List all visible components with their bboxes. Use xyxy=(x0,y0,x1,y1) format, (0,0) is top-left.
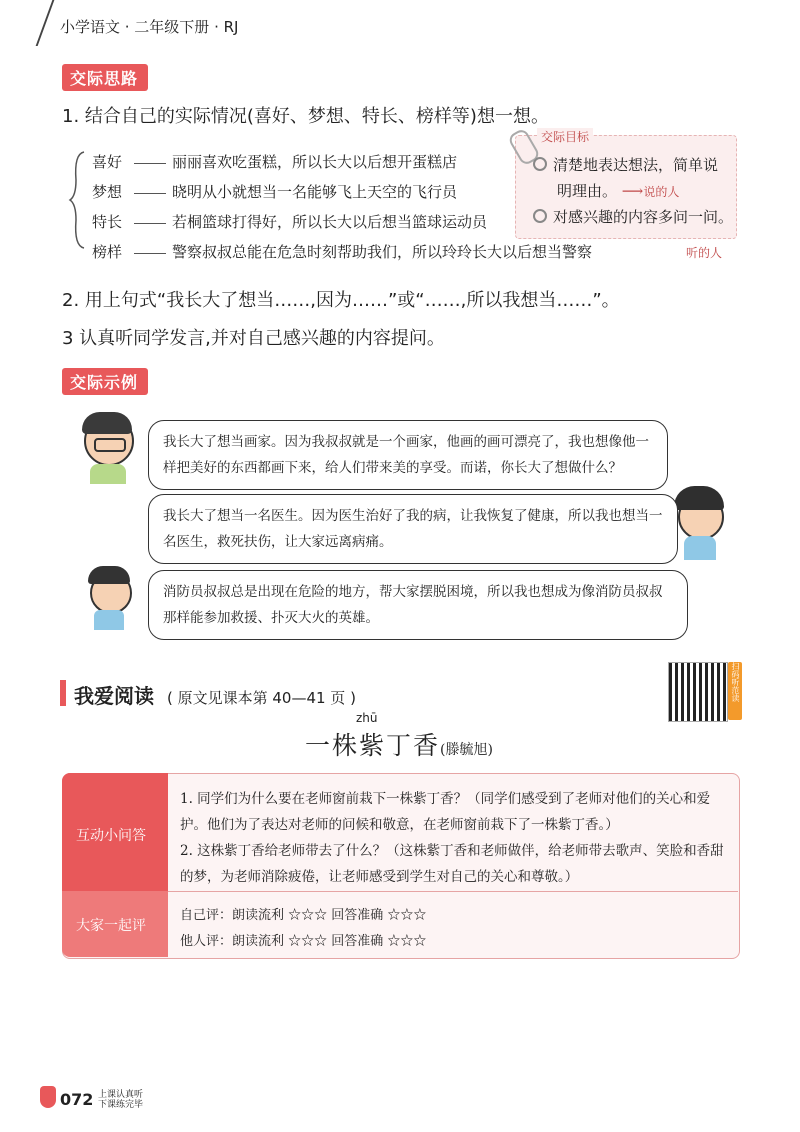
footer-slogan: 上课认真听 下课练完毕 xyxy=(98,1090,144,1110)
table-divider xyxy=(168,891,738,892)
note-tag-listener: 听的人 xyxy=(686,246,723,260)
note-title: 交际目标 xyxy=(537,128,593,145)
example-row: 特长 若桐篮球打得好，所以长大以后想当篮球运动员 xyxy=(92,213,488,231)
qa-label: 互动小问答 xyxy=(76,828,146,844)
bullet-icon xyxy=(533,209,547,223)
section-tag-ideas xyxy=(62,64,148,91)
book-title: 小学语文 · 二年级下册 · RJ xyxy=(60,18,239,36)
question-2: 2. 用上句式“我长大了想当……,因为……”或“……,所以我想当……”。 xyxy=(62,290,620,311)
tag-label: 交际示例 xyxy=(62,368,148,395)
boy-avatar xyxy=(78,412,140,484)
eval-self: 自己评：朗读流利 ☆☆☆ 回答准确 ☆☆☆ xyxy=(180,908,427,923)
speech-bubble: 我长大了想当一名医生。因为医生治好了我的病，让我恢复了健康，所以我也想当一名医生，救死扶伤，让大家远离病痛。 xyxy=(148,494,678,564)
reading-subtitle: ( 原文见课本第 40—41 页 ) xyxy=(166,689,356,707)
tag-label: 交际思路 xyxy=(62,64,148,91)
qr-code[interactable] xyxy=(668,662,728,722)
speech-bubble: 消防员叔叔总是出现在危险的地方，帮大家摆脱困境，所以我也想成为像消防员叔叔那样能参加救援、扑灭大火的英雄。 xyxy=(148,570,688,640)
bullet-icon xyxy=(533,157,547,171)
boy2-avatar xyxy=(84,566,136,630)
note-line: 清楚地表达想法，简单说 xyxy=(533,154,718,175)
example-row: 榜样 警察叔叔总能在危急时刻帮助我们，所以玲玲长大以后想当警察 xyxy=(92,243,593,261)
qa-label-cell xyxy=(62,773,168,891)
page-number: 072 xyxy=(60,1090,94,1109)
girl-avatar xyxy=(672,486,728,560)
example-row: 梦想 晓明从小就想当一名能够飞上天空的飞行员 xyxy=(92,183,458,201)
qa-answer-1: 1. 同学们为什么要在老师窗前栽下一株紫丁香？（同学们感受到了老师对他们的关心和爱护。他们为了表达对老师的问候和敬意，在老师窗前栽下了一株紫丁香。） xyxy=(180,791,711,833)
note-line: 明理由。 ⟶说的人 xyxy=(557,182,680,200)
note-line: 对感兴趣的内容多问一问。 xyxy=(533,206,733,227)
section-tag-examples xyxy=(62,368,148,395)
qa-answer-2: 2. 这株紫丁香给老师带去了什么？（这株紫丁香和老师做伴，给老师带去歌声、笑脸和香甜的梦，为老师消除疲倦，让老师感受到学生对自己的关心和尊敬。） xyxy=(180,843,724,885)
pinyin: zhū xyxy=(356,711,378,725)
example-row: 喜好 丽丽喜欢吃蛋糕，所以长大以后想开蛋糕店 xyxy=(92,153,458,171)
eval-other: 他人评：朗读流利 ☆☆☆ 回答准确 ☆☆☆ xyxy=(180,934,427,949)
qr-side-label: 扫码听范读 xyxy=(728,662,742,720)
question-3: 3 认真听同学发言,并对自己感兴趣的内容提问。 xyxy=(62,328,445,349)
eval-label-cell xyxy=(62,891,168,957)
reading-title: 我爱阅读 ( 原文见课本第 40—41 页 ) xyxy=(74,684,356,708)
header-divider xyxy=(36,0,55,46)
mascot-icon xyxy=(40,1086,56,1108)
brace-icon xyxy=(68,150,86,250)
lesson-title: 一株紫丁香(滕毓旭) xyxy=(305,731,493,760)
eval-label: 大家一起评 xyxy=(76,918,146,934)
reading-accent-bar xyxy=(60,680,66,706)
question-1: 1. 结合自己的实际情况(喜好、梦想、特长、榜样等)想一想。 xyxy=(62,106,549,127)
speech-bubble: 我长大了想当画家。因为我叔叔就是一个画家，他画的画可漂亮了，我也想像他一样把美好的东西都画下来，给人们带来美的享受。而诺，你长大了想做什么？ xyxy=(148,420,668,490)
lesson-author: (滕毓旭) xyxy=(440,742,493,758)
